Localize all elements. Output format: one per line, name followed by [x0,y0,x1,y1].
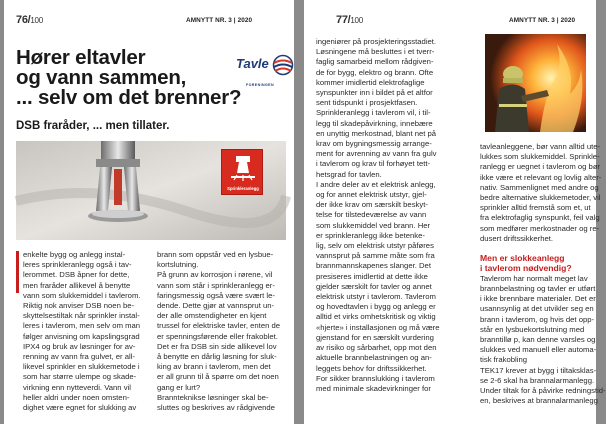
fire-photo [485,34,586,132]
body-column-1: ingeniører på prosjekteringsstadiet. Løsningene må besluttes i et tverr- faglig samarbeid mellom rådgiven- de for bygg, elektro og brann. Ofte kommer imidlertid elektrofaglige synspunkter inn i bildet på et altfor sent tidspunkt i prosjektfasen. Sprinkleranlegg i tavlerom vil, i til- legg til skadepåvirkning, innebære en unyttig merkostnad, blant net på krav om bygningsmessig arrange- ment for avrenning av vann fra gulv i tavlerom og krav til forhøyet tett- hetsgrad for tavlen. I andre deler av et elektrisk anlegg, og for annet elektrisk utstyr, gjel- der ikke krav om særskilt beskyt- telse for tilstedeværelse av vann som slukkemiddel ved brann. Her er sprinkleranlegg ikke betenke- lig, selv om elektrisk utstyr påføres vannsprut på samme måte som fra brannmannskapenes slanger. Det presiseres imidlertid at dette ikke gjelder særskilt for tavler og annet elektrisk utstyr i tavlerom. Tavlerom og hovedtavlen i bygg og anlegg er alltid et virks omhetskritisk og viktig «hjerte» i installasjonen og må være gjenstand for en særskilt vurdering av risiko og sårbarhet, opp mot den aktuelle brannbelastningen og an- leggets behov for driftssikkerhet. For sikker brannslukking i tavlerom med minimale skadevirkninger for [316,37,440,393]
firefighter-fire-icon [485,34,586,132]
page-number: 77/100 [336,14,363,26]
issue-label: AMNYTT NR. 3 | 2020 [186,17,253,24]
sprinkler-photo [16,141,286,240]
left-page [4,0,294,424]
subheadline: DSB fraråder, ... men tillater. [16,120,170,132]
sprinkler-sign-icon [222,153,264,183]
right-page [304,0,606,424]
issue-label: AMNYTT NR. 3 | 2020 [509,17,576,24]
logo-globe-icon [272,52,294,82]
page-number: 76/100 [16,14,43,26]
section-title: i tavlerom nødvendig? [480,263,572,274]
accent-bar [16,251,19,293]
headline: Hører eltavler og vann sammen, ... selv om det brenner? [16,46,242,109]
body-column-1: enkelte bygg og anlegg instal- leres sprinkleranlegg også i tav- lerommet. DSB åpner for dette, men fraråder allikevel å benytte vann som slukkemiddel i tavlerom. Riktig nok anviser DSB noen be- skyttelsestiltak når sprinkler instal- leres i tavlerom, men selv om man følger anvisning om kapslingsgrad IPX4 og bruk av løsninger for av- renning av vann fra gulvet, er all- likevel sprinkler en slukkemetode i som har større ulempe og skade- virkning enn nytteverdi. Vann vil heller aldri under noen omsten- dighet være egnet for slukking av [23,250,141,413]
section-title: Men er slokkeanlegg [480,253,565,264]
body-column-2: tavleanleggene, bør vann alltid ute- lukkes som slukkemiddel. Sprinkle- ranlegg er uegnet i tavlerom og bør ikke være et relevant og lovlig alter- nativ. Sammenlignet med andre og bedre alternative slukkemetoder, vil sprinkler alltid fremstå som et, ut fra elektrofaglig synspunkt, feil valg som medfører merkostnader og re- dusert driftssikkerhet. Men er slokkeanlegg i tavlerom nødvendig? Tavlerom har normalt meget lav brannbelastning og tavler er utført i ikke brennbare materialer. Det er usannsynlig at det utvikler seg en brann i tavlerom, og hvis det opp- står en lysbuekortslutning med branntillø p, kan denne varsles og slukkes ved manuell eller automa- tisk frakobling TEK17 krever at bygg i tiltaksklas- se 2-6 skal ha brannalarmanlegg. Under tiltak for å påvirke redningstid- en, beskrives at brannalarmanlegg [480,142,606,406]
tavleforeningen-logo: Tavle FORENINGEN [236,52,292,96]
sprinkler-sign: Sprinkleranlegg [221,149,263,195]
body-column-2: brann som oppstår ved en lysbue- kortslutning. På grunn av korrosjon i rørene, vil vann som står i sprinkleranlegg er- faringsmessig også være svært le- dende. Dette gjør at vannsprut un- der alle omstendigheter en kjent trussel for elektriske tavler, enten de er spenningsførende eller frakoblet. Det er fra DSB sin side allikevel lov å benytte en dårlig løsning for sluk- king av brann i tavlerom, men det er all grunn til å spørre om det noen gang er lurt? Brannteknikse løsninger skal be- sluttes og beskrives av rådgivende [157,250,281,413]
